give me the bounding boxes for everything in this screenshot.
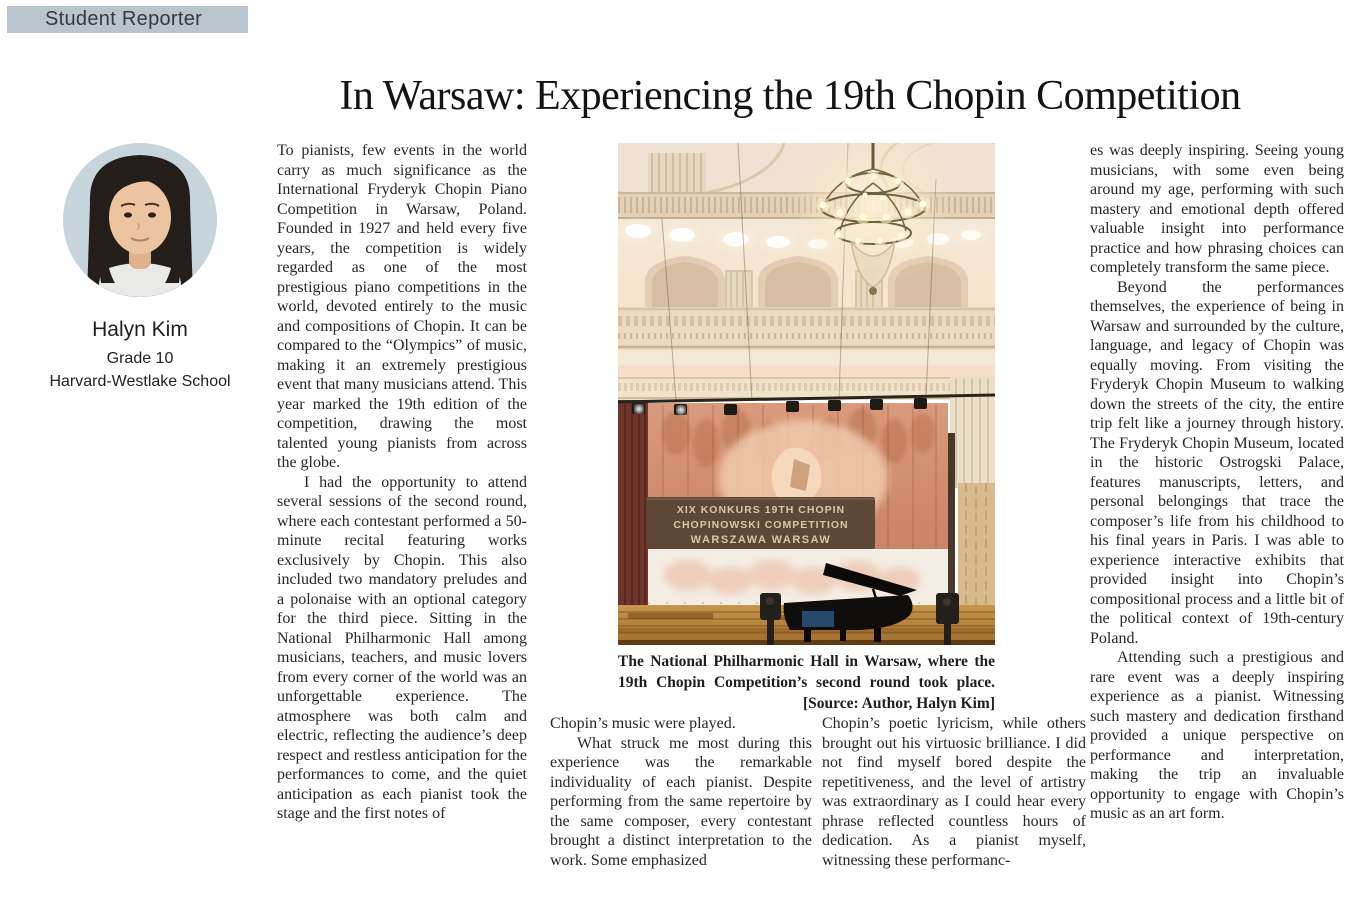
article-photo [618,143,995,645]
paragraph: Attending such a prestigious and rare event was a deeply inspiring experience as a pianist. Witnessing such mastery and dedication firsthand provided a unique perspective on performance and interpretation, making the trip an invaluable opportunity to engage with Chopin’s music as an art form. [1090,649,1344,822]
portrait-illustration [63,143,217,297]
paragraph: I had the opportunity to attend several sessions of the second round, where each contestant performed a 50-minute recital featuring works exclusively by Chopin. This also included two mandatory preludes and a polonaise with an optional category for the third piece. Sitting in the National Philharmonic Hall among musicians, teachers, and music lovers from every corner of the world was an unforgettable experience. The atmosphere was both calm and electric, reflecting the audience’s deep respect and restless anticipation for the performances to come, and the quiet anticipation as each pianist took the stage and the first notes of [277,473,527,822]
side-panel-left [618,400,648,605]
article-column-1 [277,141,527,901]
paragraph: What struck me most during this experience was the remarkable individuality of each pianist. Despite performing from the same repertoire by the same composer, every contestant brought a distinct interpretation to the work. Some emphasized [550,734,812,869]
author-portrait [63,143,217,297]
paragraph: Beyond the performances themselves, the experience of being in Warsaw and surrounded by the culture, language, and legacy of Chopin was equally moving. From visiting the Fryderyk Chopin Museum to walking down the streets of the city, the entire trip felt like a journey through history. The Fryderyk Chopin Museum, located in the historic Ostrogski Palace, features manuscripts, letters, and personal belongings that trace the composer’s life from his childhood to his final years in Paris. I was able to experience interactive exhibits that provided insight into Chopin’s compositional process and a little bit of the political context of 19th-century Poland. [1090,278,1344,647]
article-column-3 [822,714,1086,902]
paragraph: Chopin’s music were played. [550,715,736,732]
banner-line-3: WARSZAWA WARSAW [690,534,832,546]
article-column-2 [550,714,812,902]
author-name: Halyn Kim [92,318,188,341]
banner-line-2: CHOPINOWSKI COMPETITION [673,519,849,531]
caption-source: [Source: Author, Halyn Kim] [802,695,995,712]
caption-line: The National Philharmonic Hall in Warsaw, where the [618,653,995,670]
paragraph: es was deeply inspiring. Seeing young musicians, with some even being around my age, performing with such mastery and emotional depth offered valuable insight into performance practice and how phrasing choices can completely transform the same piece. [1090,142,1344,276]
section-label: Student Reporter [45,8,203,30]
article-title: In Warsaw: Experiencing the 19th Chopin Competition [339,73,1241,120]
caption-line: 19th Chopin Competition’s second round took place. [618,674,995,691]
photo-caption [618,651,995,714]
author-school: Harvard-Westlake School [49,373,231,390]
section-banner [7,6,248,33]
banner-line-1: XIX KONKURS 19TH CHOPIN [676,504,846,516]
paragraph: To pianists, few events in the world carry as much significance as the International Fryderyk Chopin Piano Competition in Warsaw, Poland. Founded in 1927 and held every five years, the competition is widely regarded as one of the most prestigious piano competitions in the world, devoted entirely to the music and compositions of Chopin. It can be compared to the “Olympics” of music, making it an extremely prestigious event that many musicians attend. This year marked the 19th edition of the competition, drawing the most talented young pianists from across the globe. [277,142,527,471]
cornice-beam [618,307,995,350]
article-column-4 [1090,141,1344,901]
stage-banner [647,497,875,549]
author-grade: Grade 10 [106,350,174,367]
paragraph: Chopin’s poetic lyricism, while others brought out his virtuosic brilliance. I did not find myself bored despite the repetitiveness, and the level of artistry was extraordinary as I could hear every phrase reflected countless hours of dedication. As a pianist myself, witnessing these performanc- [822,715,1086,869]
concert-hall-photo [618,143,995,645]
